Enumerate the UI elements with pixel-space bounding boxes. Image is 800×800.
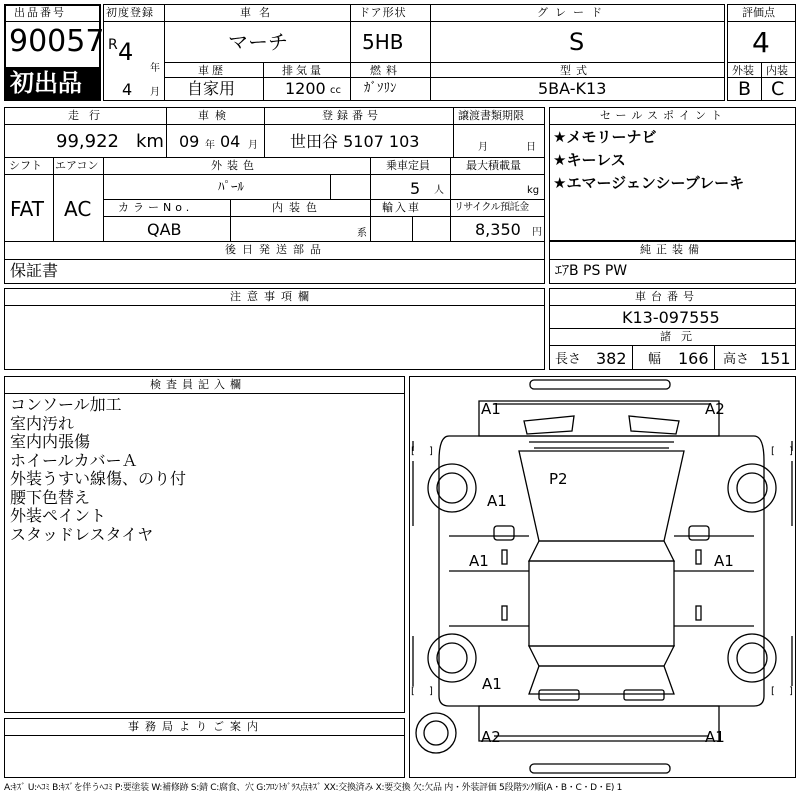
history-label: 車歴 (198, 64, 226, 77)
inspector-notes (10, 396, 186, 544)
door-type: 5HB (362, 30, 404, 54)
transfer-label: 譲渡書類期限 (458, 109, 524, 122)
inspector-note: 外装うすい線傷、のり付 (10, 469, 187, 488)
inspector-note: 室内汚れ (10, 413, 75, 433)
capacity-label: 乗車定員 (386, 159, 430, 172)
recycle-value: 8,350 (475, 220, 521, 239)
first-reg-label: 初度登録 (106, 6, 154, 19)
height-label: 高さ (723, 352, 750, 367)
width-value: 166 (678, 349, 709, 368)
inspector-note: ホイールカバーＡ (10, 450, 138, 470)
width-label: 幅 (648, 352, 662, 367)
dims-label: 諸元 (660, 330, 702, 343)
ext-grade-value: B (738, 78, 752, 100)
svg-text:[: [ (771, 446, 775, 457)
genuine-label: 純正装備 (640, 243, 704, 256)
int-grade-value: C (771, 78, 785, 100)
year-unit: 年 (150, 63, 160, 74)
damage-mark-rear-right: A1 (705, 728, 725, 746)
inspection-year-unit: 年 (205, 140, 215, 151)
office-notice-label: 事務局よりご案内 (128, 720, 264, 733)
chassis-label: 車台番号 (635, 290, 699, 303)
mileage-unit: km (136, 131, 164, 152)
genuine-value: ｴｱB PS PW (555, 263, 628, 279)
name-label: 車名 (240, 6, 278, 19)
inspector-label: 検査員記入欄 (150, 378, 246, 391)
car-name: マーチ (228, 30, 288, 54)
damage-mark-front-right: A2 (705, 400, 725, 418)
height-value: 151 (760, 349, 791, 368)
inspector-note: 外装ペイント (10, 506, 107, 525)
first-reg-year: 4 (118, 38, 134, 66)
damage-mark-front-door-left: A1 (469, 552, 489, 570)
first-listing-text: 初出品 (10, 69, 82, 97)
ext-grade-label: 外装 (732, 64, 754, 77)
later-parts-label: 後日発送部品 (225, 243, 327, 256)
shift-label: シフト (9, 159, 42, 172)
fuel-label: 燃料 (370, 64, 402, 77)
displacement-unit: cc (330, 85, 341, 96)
lot-number: 90057 (9, 24, 105, 59)
svg-text:]: ] (789, 686, 793, 697)
ac-value: AC (64, 197, 92, 221)
inspector-note: スタッドレスタイヤ (10, 524, 154, 544)
damage-mark-front-door-right: A1 (714, 552, 734, 570)
mileage-label: 走行 (68, 109, 110, 122)
first-reg-month: 4 (122, 80, 133, 99)
capacity-unit: 人 (434, 185, 444, 196)
later-parts-value: 保証書 (10, 261, 59, 280)
inspection-month-unit: 月 (248, 140, 258, 151)
load-unit: kg (527, 185, 540, 196)
int-grade-label: 内装 (766, 64, 788, 77)
color-label: 外装色 (211, 159, 259, 172)
recycle-unit: 円 (532, 227, 542, 238)
mileage-value: 99,922 (56, 131, 119, 152)
sales-point-item: ★エマージェンシーブレーキ (553, 174, 745, 192)
inspector-note: コンソール加工 (10, 395, 122, 414)
month-unit: 月 (150, 87, 160, 98)
svg-text:]: ] (429, 686, 433, 697)
era-mark: R (108, 37, 118, 53)
model-label: 型式 (560, 64, 592, 77)
score-value: 4 (752, 26, 770, 59)
shift-value: FAT (10, 197, 45, 221)
inspector-note: 室内内張傷 (10, 432, 91, 451)
sales-point-item: ★メモリーナビ (553, 128, 657, 146)
model-value: 5BA-K13 (538, 79, 607, 98)
transfer-month: 月 (478, 142, 488, 153)
chassis-number: K13-097555 (622, 308, 720, 327)
reg-label: 登録番号 (322, 109, 382, 122)
inspection-month: 04 (220, 132, 241, 151)
inspection-label: 車検 (198, 109, 232, 122)
caution-label: 注意事項欄 (230, 290, 315, 303)
int-color-unit: 系 (357, 228, 367, 239)
reg-number: 世田谷 5107 103 (290, 132, 420, 151)
color-value: ﾊﾟｰﾙ (218, 180, 244, 195)
transfer-day: 日 (526, 142, 536, 153)
history-value: 自家用 (187, 79, 236, 98)
sales-points-label: セールスポイント (600, 109, 728, 122)
door-label: ドア形状 (359, 6, 407, 19)
grade-label: グレード (537, 6, 609, 19)
damage-mark-front-left: A1 (481, 400, 501, 418)
damage-mark-rear-fender-left: A1 (482, 675, 502, 693)
displacement-value: 1200 (285, 79, 326, 98)
score-label: 評価点 (742, 6, 775, 19)
svg-text:]: ] (789, 446, 793, 457)
fuel-value: ｶﾞｿﾘﾝ (364, 81, 397, 96)
car-damage-diagram (409, 376, 796, 778)
capacity-value: 5 (410, 179, 421, 198)
inspection-year: 09 (179, 132, 200, 151)
sales-point-item: ★キーレス (553, 151, 626, 169)
inspector-note: 腰下色替え (10, 487, 91, 507)
color-no-label: カラーNo. (118, 201, 194, 214)
svg-text:[: [ (411, 446, 415, 457)
displacement-label: 排気量 (282, 64, 324, 77)
svg-text:[: [ (411, 686, 415, 697)
grade-value: S (569, 28, 585, 56)
lot-number-label: 出品番号 (14, 6, 66, 19)
color-no-value: QAB (147, 220, 182, 239)
ac-label: エアコン (55, 159, 99, 172)
load-label: 最大積載量 (466, 159, 521, 172)
damage-mark-hood: P2 (549, 470, 568, 488)
svg-text:]: ] (429, 446, 433, 457)
length-value: 382 (596, 349, 627, 368)
damage-mark-front-fender-left: A1 (487, 492, 507, 510)
int-color-label: 内装色 (272, 201, 323, 214)
length-label: 長さ (555, 352, 582, 367)
import-label: 輸入車 (382, 201, 421, 214)
legend: A:ｷｽﾞ U:ﾍｺﾐ B:ｷｽﾞを伴うﾍｺﾐ P:要塗装 W:補修跡 S:錆 C:腐食、穴 G:ﾌﾛﾝﾄｶﾞﾗｽ点ｷｽﾞ XX:交換済み X:要交換 欠:欠品 内・外装評価 5段階ﾗﾝｸ順(A・B・C・D・E) 1 (4, 783, 623, 793)
recycle-label: リサイクル預託金 (454, 202, 529, 213)
damage-mark-rear-left: A2 (481, 728, 501, 746)
svg-text:[: [ (771, 686, 775, 697)
